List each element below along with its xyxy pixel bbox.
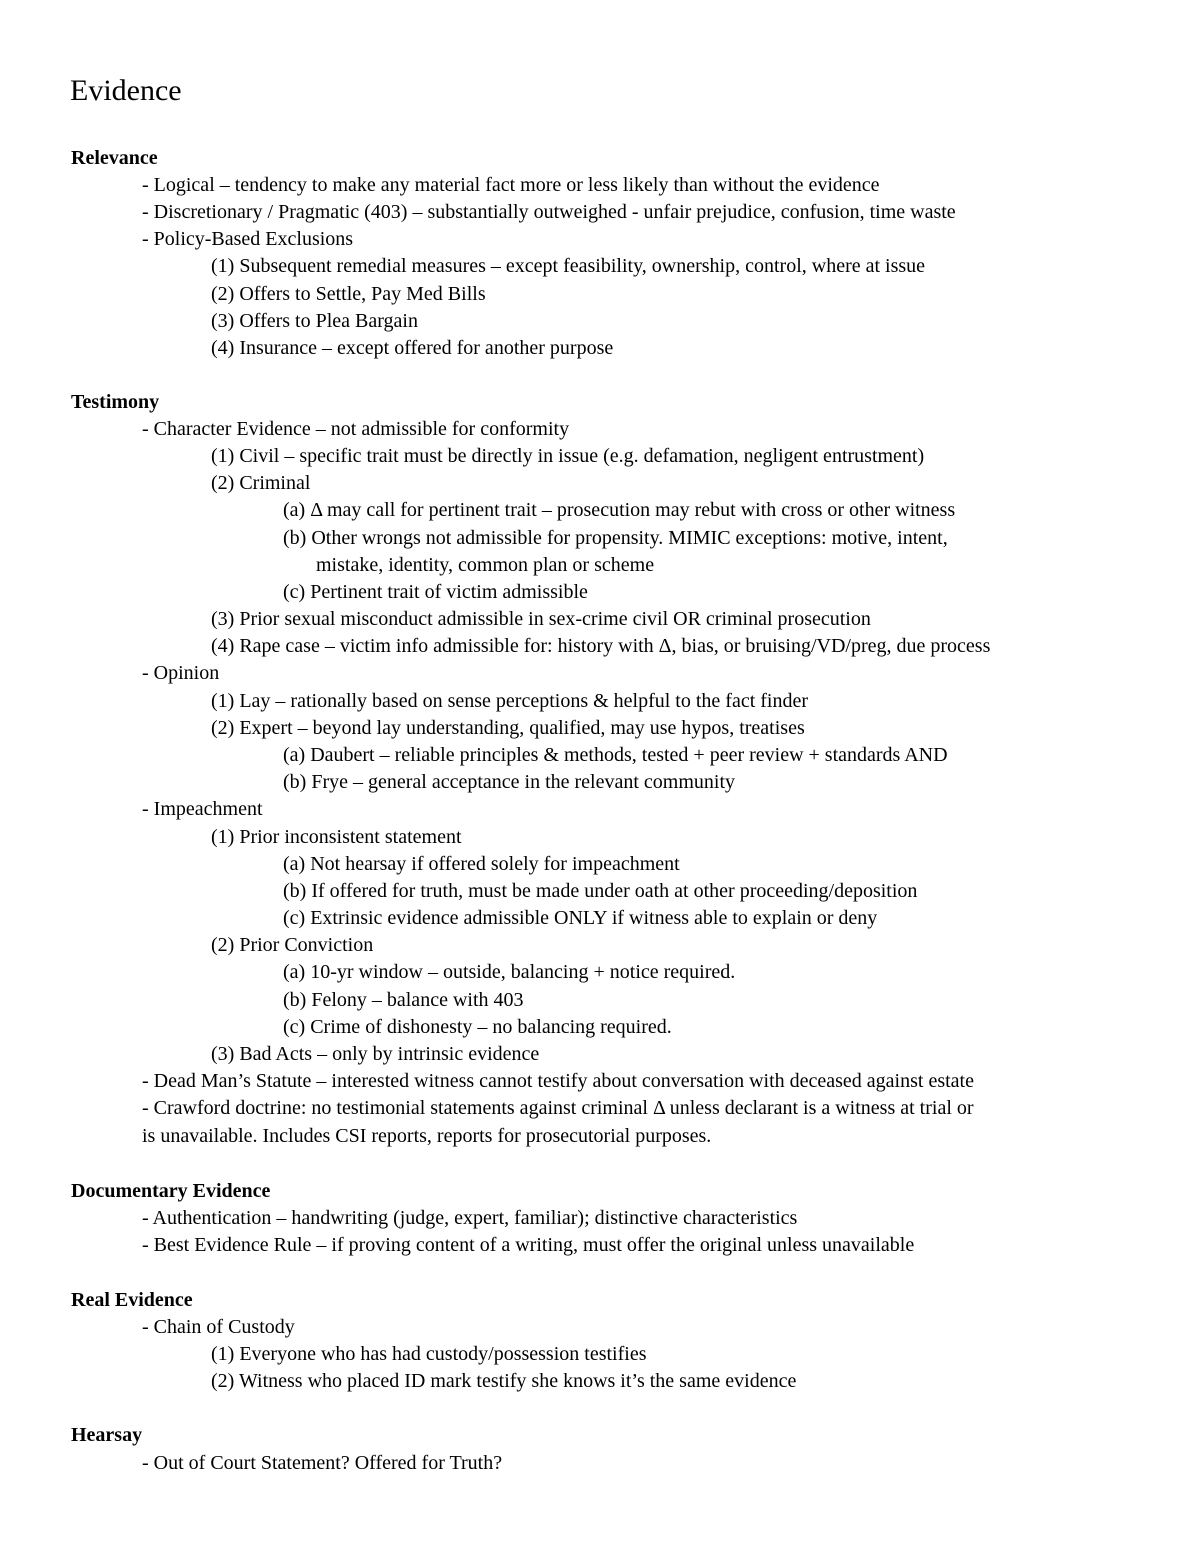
section-heading-real: Real Evidence [71, 1289, 193, 1311]
testimony-inconsistent-a: (a) Not hearsay if offered solely for impeachment [283, 853, 680, 875]
section-heading-testimony: Testimony [71, 391, 160, 413]
testimony-subitem-prior-conviction: (2) Prior Conviction [211, 934, 374, 956]
testimony-inconsistent-b: (b) If offered for truth, must be made under oath at other proceeding/deposition [283, 880, 918, 902]
testimony-subitem-bad-acts: (3) Bad Acts – only by intrinsic evidence [211, 1043, 540, 1065]
testimony-subitem-civil: (1) Civil – specific trait must be directly in issue (e.g. defamation, negligent entrustment) [211, 445, 925, 467]
testimony-subitem-criminal: (2) Criminal [211, 472, 311, 494]
relevance-subitem-remedial-measures: (1) Subsequent remedial measures – except feasibility, ownership, control, where at issue [211, 255, 926, 277]
testimony-criminal-b-continued: mistake, identity, common plan or scheme [316, 554, 655, 576]
testimony-subitem-prior-inconsistent: (1) Prior inconsistent statement [211, 826, 462, 848]
testimony-item-opinion: - Opinion [142, 662, 220, 684]
documentary-item-best-evidence: - Best Evidence Rule – if proving content of a writing, must offer the original unless unavailable [142, 1234, 915, 1256]
relevance-item-discretionary: - Discretionary / Pragmatic (403) – substantially outweighed - unfair prejudice, confusion, time waste [142, 201, 956, 223]
testimony-item-character: - Character Evidence – not admissible for conformity [142, 418, 570, 440]
testimony-subitem-expert: (2) Expert – beyond lay understanding, qualified, may use hypos, treatises [211, 717, 805, 739]
testimony-subitem-rape-case: (4) Rape case – victim info admissible for: history with Δ, bias, or bruising/VD/preg, due process [211, 635, 991, 657]
testimony-subitem-lay: (1) Lay – rationally based on sense perceptions & helpful to the fact finder [211, 690, 809, 712]
relevance-item-policy-exclusions: - Policy-Based Exclusions [142, 228, 354, 250]
testimony-item-crawford-continued: is unavailable. Includes CSI reports, reports for prosecutorial purposes. [142, 1125, 712, 1147]
testimony-expert-frye: (b) Frye – general acceptance in the relevant community [283, 771, 736, 793]
testimony-expert-daubert: (a) Daubert – reliable principles & methods, tested + peer review + standards AND [283, 744, 948, 766]
section-heading-relevance: Relevance [71, 147, 158, 169]
testimony-inconsistent-c: (c) Extrinsic evidence admissible ONLY if witness able to explain or deny [283, 907, 878, 929]
section-heading-hearsay: Hearsay [71, 1424, 143, 1446]
real-subitem-id-mark: (2) Witness who placed ID mark testify she knows it’s the same evidence [211, 1370, 797, 1392]
testimony-criminal-a: (a) Δ may call for pertinent trait – prosecution may rebut with cross or other witness [283, 499, 956, 521]
documentary-item-authentication: - Authentication – handwriting (judge, expert, familiar); distinctive characteristics [142, 1207, 798, 1229]
real-subitem-everyone-testifies: (1) Everyone who has had custody/possession testifies [211, 1343, 647, 1365]
testimony-criminal-c: (c) Pertinent trait of victim admissible [283, 581, 588, 603]
relevance-subitem-insurance: (4) Insurance – except offered for another purpose [211, 337, 614, 359]
real-item-chain-of-custody: - Chain of Custody [142, 1316, 295, 1338]
testimony-conviction-c: (c) Crime of dishonesty – no balancing required. [283, 1016, 672, 1038]
relevance-subitem-offers-settle: (2) Offers to Settle, Pay Med Bills [211, 283, 486, 305]
relevance-item-logical: - Logical – tendency to make any material fact more or less likely than without the evidence [142, 174, 880, 196]
testimony-subitem-sexual-misconduct: (3) Prior sexual misconduct admissible in sex-crime civil OR criminal prosecution [211, 608, 871, 630]
testimony-conviction-b: (b) Felony – balance with 403 [283, 989, 524, 1011]
hearsay-item-out-of-court: - Out of Court Statement? Offered for Truth? [142, 1452, 503, 1474]
testimony-item-crawford: - Crawford doctrine: no testimonial statements against criminal Δ unless declarant is a witness at trial or [142, 1097, 974, 1119]
testimony-criminal-b: (b) Other wrongs not admissible for propensity. MIMIC exceptions: motive, intent, [283, 527, 948, 549]
relevance-subitem-plea-bargain: (3) Offers to Plea Bargain [211, 310, 418, 332]
testimony-conviction-a: (a) 10-yr window – outside, balancing + notice required. [283, 961, 736, 983]
testimony-item-dead-mans-statute: - Dead Man’s Statute – interested witness cannot testify about conversation with deceased against estate [142, 1070, 974, 1092]
testimony-item-impeachment: - Impeachment [142, 798, 263, 820]
page-title: Evidence [70, 74, 182, 107]
section-heading-documentary: Documentary Evidence [71, 1180, 271, 1202]
